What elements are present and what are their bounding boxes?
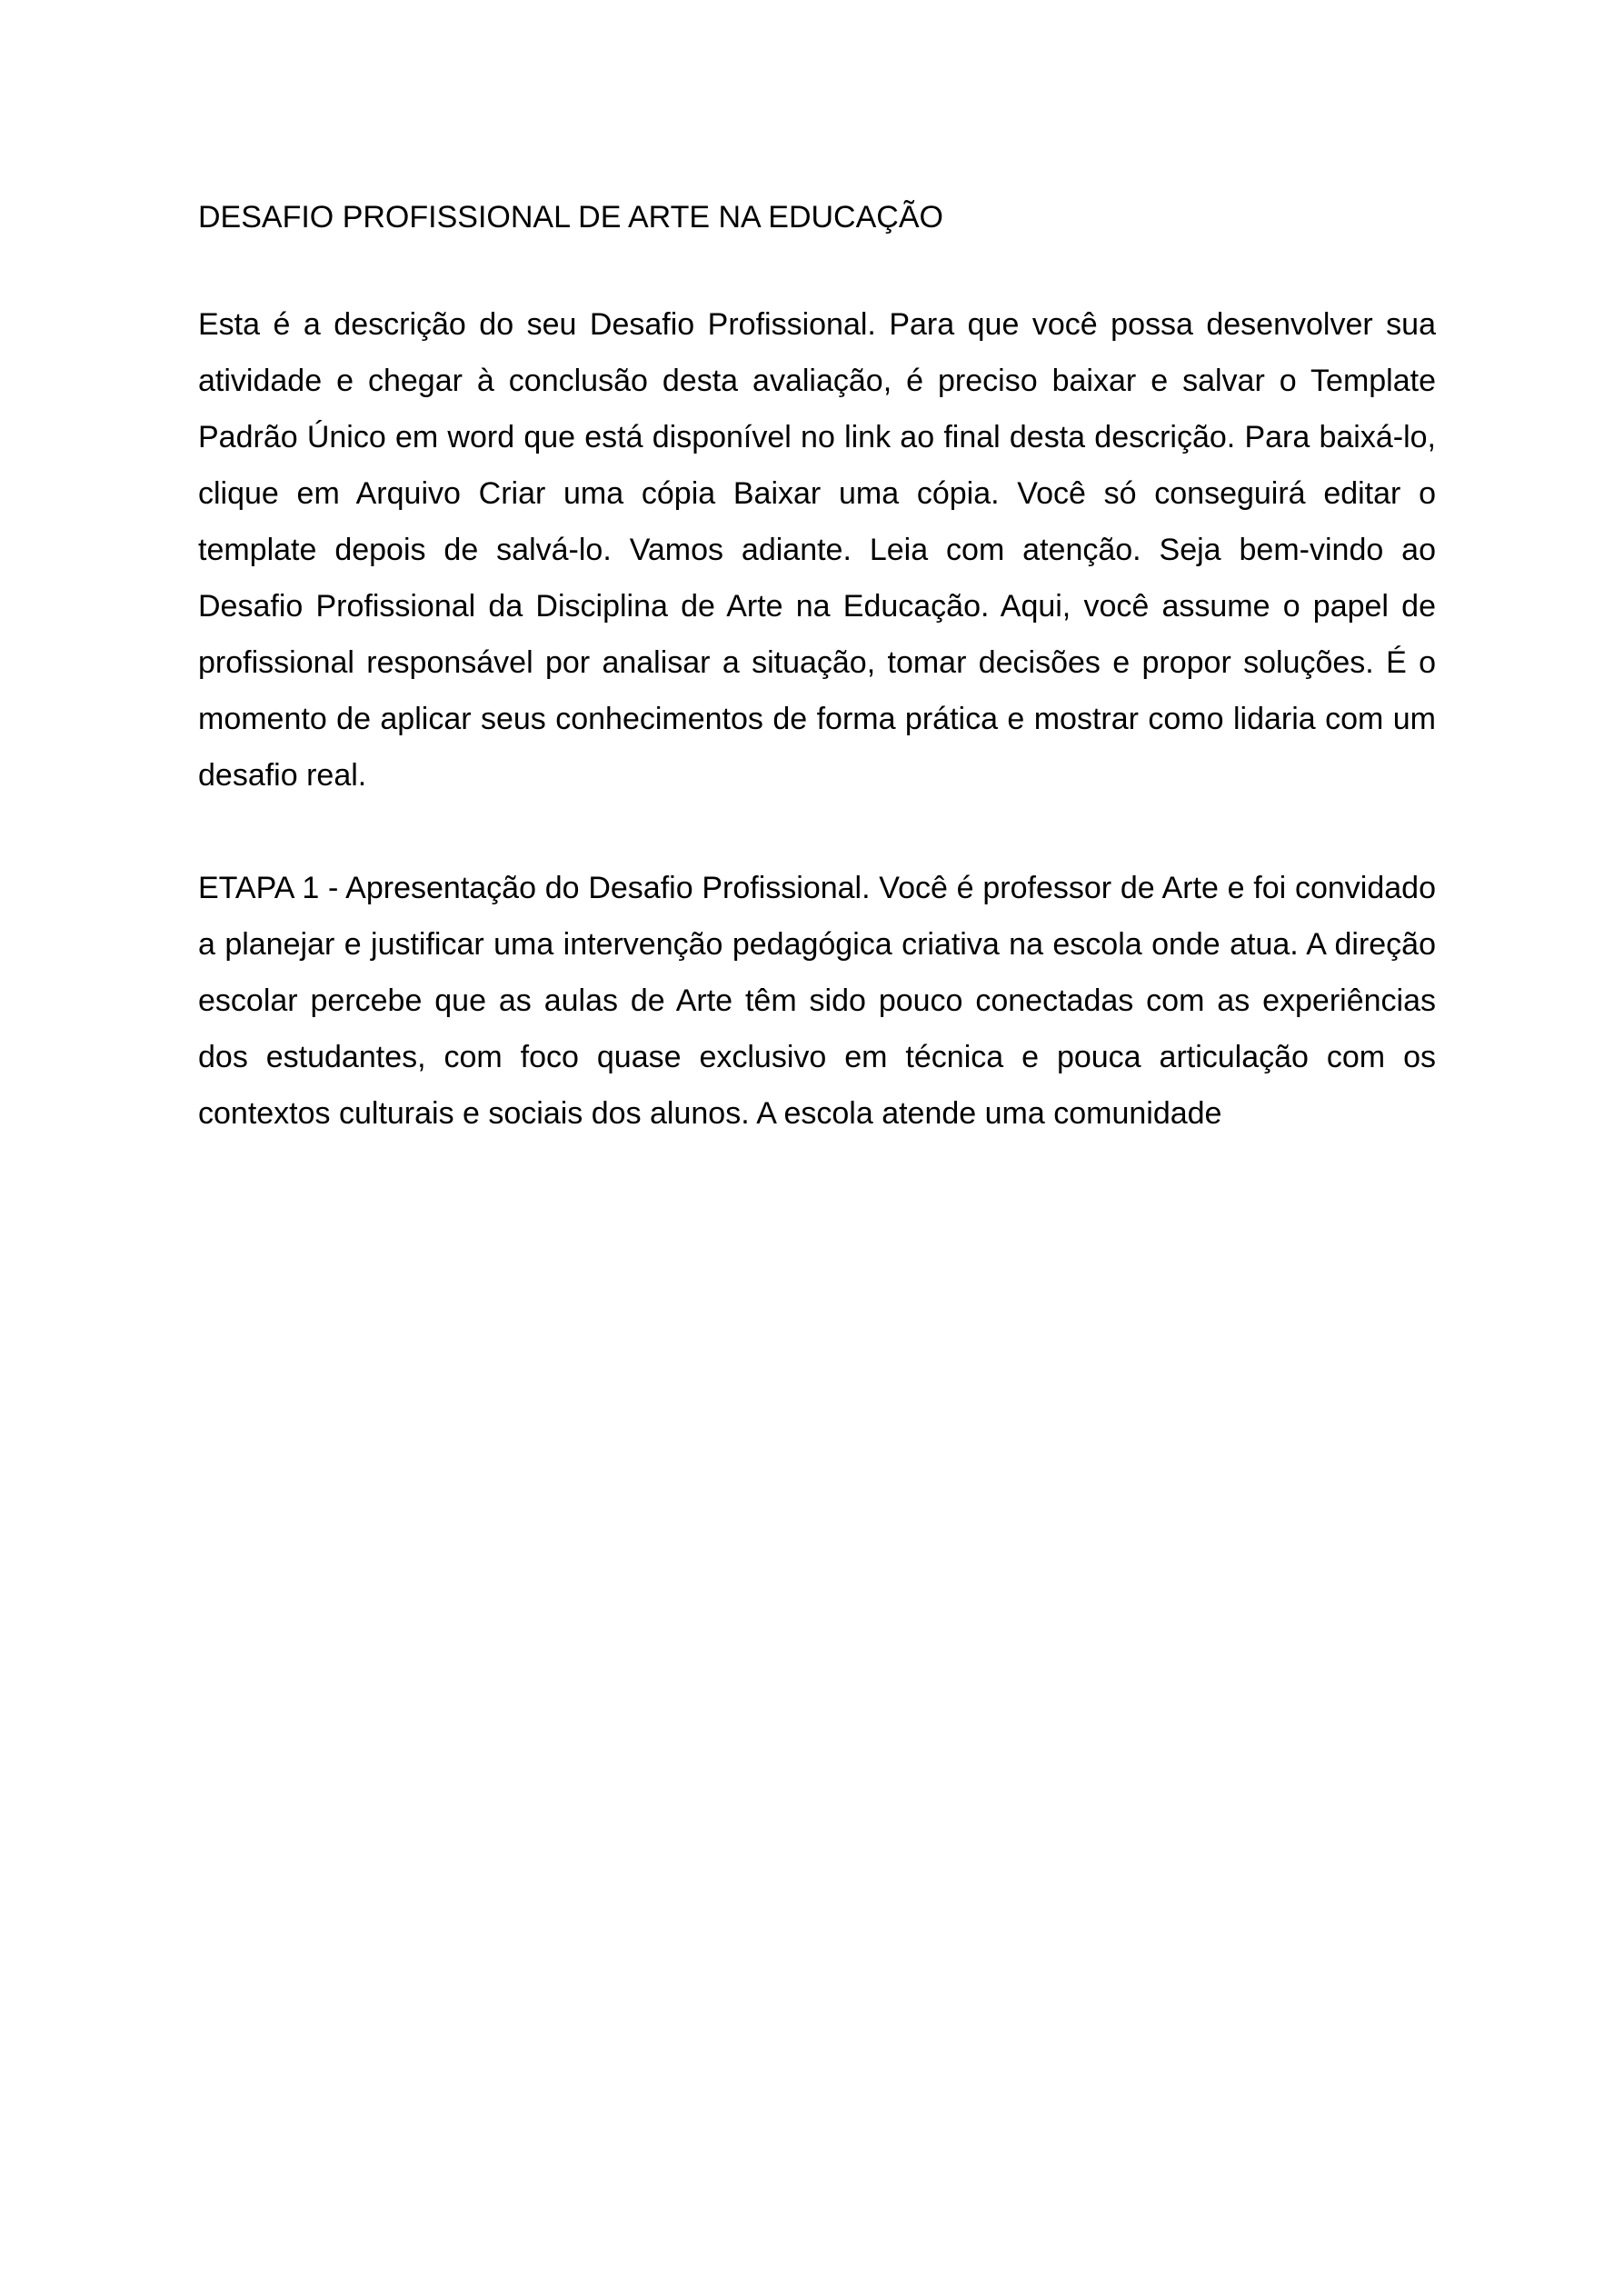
document-title: DESAFIO PROFISSIONAL DE ARTE NA EDUCAÇÃO <box>198 200 943 235</box>
document-body <box>198 193 1436 1142</box>
intro-paragraph: Esta é a descrição do seu Desafio Profissional. Para que você possa desenvolver sua atividade e chegar à conclusão desta avaliação, é preciso baixar e salvar o Template Padrão Único em word que está disponível no link ao final desta descrição. Para baixá-lo, clique em Arquivo Criar uma cópia Baixar uma cópia. Você só conseguirá editar o template depois de salvá-lo. Vamos adiante. Leia com atenção. Seja bem-vindo ao Desafio Profissional da Disciplina de Arte na Educação. Aqui, você assume o papel de profissional responsável por analisar a situação, tomar decisões e propor soluções. É o momento de aplicar seus conhecimentos de forma prática e mostrar como lidaria com um desafio real. <box>198 307 1436 793</box>
stage-1-paragraph: ETAPA 1 - Apresentação do Desafio Profissional. Você é professor de Arte e foi convidado a planejar e justificar uma intervenção pedagógica criativa na escola onde atua. A direção escolar percebe que as aulas de Arte têm sido pouco conectadas com as experiências dos estudantes, com foco quase exclusivo em técnica e pouca articulação com os contextos culturais e sociais dos alunos. A escola atende uma comunidade <box>198 871 1436 1131</box>
